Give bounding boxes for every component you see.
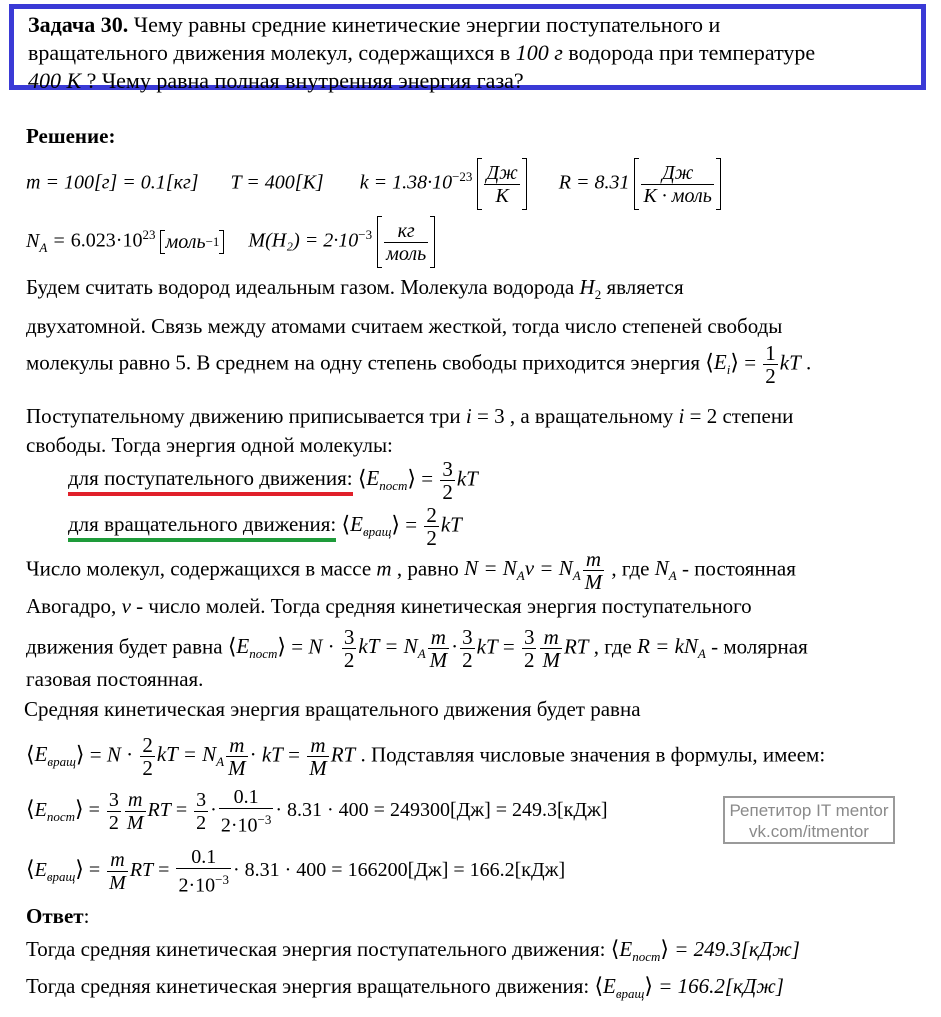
para-3: молекулы равно 5. В среднем на одну степень свободы приходится энергия $⟨E_i⟩$ = $\frac{1}{2}$ kT .	[26, 341, 812, 388]
trans-result: $⟨E_{пост}⟩$ = $\frac{3}{2}$ $\frac{m}{M}$ RT = $\frac{3}{2}$ · $\frac{0.1}{2\cdot 10^{-3}}$ · 8.31 · 400 = 249300[Дж] = 249.3[кДж]	[26, 786, 608, 837]
rot-energy-line: для вращательного движения: $⟨E_{вращ}⟩$ = $\frac{2}{2}$ kT	[68, 503, 462, 550]
rot-label: для вращательного движения:	[68, 512, 336, 542]
r-unit: $\frac{Дж}{\text{К · моль}}$	[634, 158, 720, 210]
task-line-1: Задача 30. Чему равны средние кинетические энергии поступательного и	[28, 12, 721, 37]
para-4: Поступательному движению приписывается три i = 3 , а вращательному i = 2 степени	[26, 404, 794, 428]
para-6: Число молекул, содержащихся в массе m , равно $N = N_Av = N_A$ $\frac{m}{M}$ , где $N_A$ - постоянная	[26, 547, 796, 594]
para-7: Авогадро, v - число молей. Тогда средняя кинетическая энергия поступательного	[26, 594, 752, 618]
given-line-1: m = 100[г] = 0.1[кг] T = 400[K] $k = 1.38\cdot 10^{-23}$ $\frac{Дж}{К}$ R = 8.31 $\frac{Дж}{\text{К · моль}}$	[26, 158, 721, 210]
m-unit: $\frac{кг}{\text{моль}}$	[377, 216, 435, 268]
para-10: Средняя кинетическая энергия вращательного движения будет равна	[24, 697, 641, 721]
watermark	[723, 796, 895, 844]
task-line-2: вращательного движения молекул, содержащихся в 100 г водорода при температуре	[28, 40, 816, 65]
para-8: движения будет равна $⟨E_{пост}⟩ = N$ · $\frac{3}{2}$ kT = $N_A$ $\frac{m}{M}$ · $\frac{3}{2}$ kT = $\frac{3}{2}$ $\frac{m}{M}$ RT , где $R = kN_A$ - молярная	[26, 625, 808, 672]
trans-energy-line: для поступательного движения: $⟨E_{пост}⟩$ = $\frac{3}{2}$ kT	[68, 457, 478, 504]
trans-label: для поступательного движения:	[68, 466, 353, 496]
solution-heading: Решение:	[26, 124, 116, 148]
task-label: Задача 30.	[28, 12, 129, 37]
k-unit: $\frac{Дж}{К}$	[477, 158, 526, 210]
task-line-3: 400 К ? Чему равна полная внутренняя энергия газа?	[28, 68, 524, 93]
rot-result: $⟨E_{вращ}⟩$ = $\frac{m}{M}$ RT = $\frac{0.1}{2\cdot 10^{-3}}$ · 8.31 · 400 = 166200[Дж] = 166.2[кДж]	[26, 846, 566, 897]
answer-2: Тогда средняя кинетическая энергия вращательного движения: $⟨E_{вращ}⟩ = 166.2[кДж]$	[26, 974, 784, 1002]
given-line-2: $N_A = 6.023\cdot 10^{23}$ моль −1 $M(H_2) = 2\cdot 10^{-3}$ $\frac{кг}{\text{моль}}$	[26, 216, 435, 268]
para-9: газовая постоянная.	[26, 667, 204, 691]
answer-heading: Ответ:	[26, 904, 90, 928]
na-unit: моль −1	[160, 230, 224, 254]
answer-1: Тогда средняя кинетическая энергия поступательного движения: $⟨E_{пост}⟩ = 249.3[кДж]$	[26, 937, 800, 965]
para-1: Будем считать водород идеальным газом. Молекула водорода $H_2$ является	[26, 275, 684, 303]
watermark-line-1: Репетитор IT mentor	[729, 801, 889, 820]
para-11: $⟨E_{вращ}⟩ = N$ · $\frac{2}{2}$ kT = $N_A$ $\frac{m}{M}$ · kT = $\frac{m}{M}$ RT . Подставляя числовые значения в формулы, имеем:	[26, 733, 826, 780]
watermark-line-2: vk.com/itmentor	[749, 822, 869, 841]
para-2: двухатомной. Связь между атомами считаем жесткой, тогда число степеней свободы	[26, 314, 783, 338]
task-box	[9, 4, 926, 93]
para-5: свободы. Тогда энергия одной молекулы:	[26, 433, 393, 457]
